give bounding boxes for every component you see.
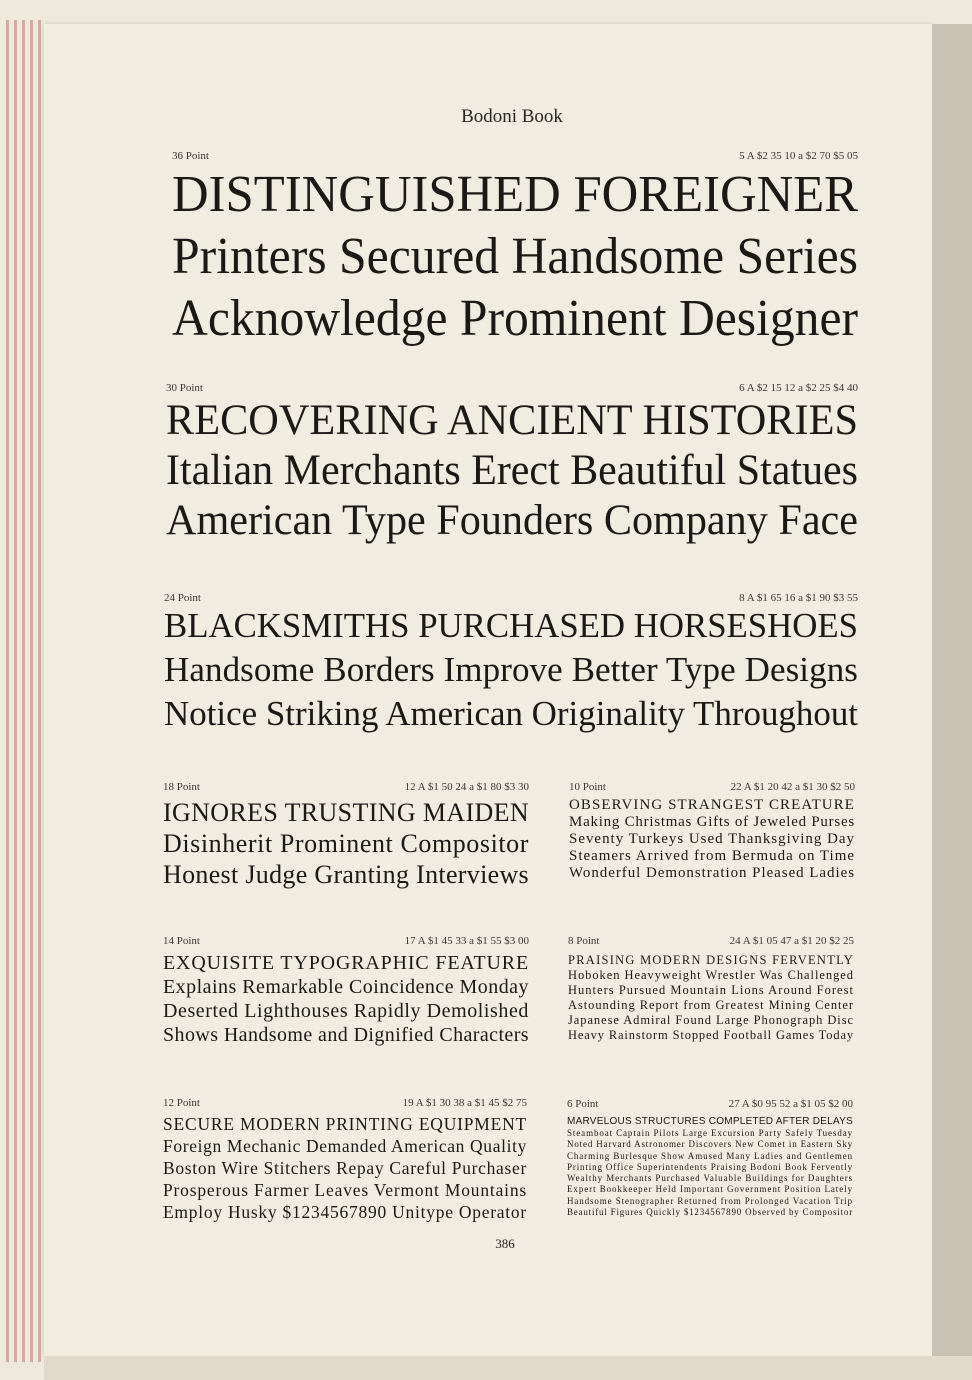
specimen-6-point [567, 1098, 853, 1218]
point-size-label: 12 Point [163, 1097, 200, 1109]
point-size-label: 10 Point [569, 781, 606, 793]
price-label: 12 A $1 50 24 a $1 80 $3 30 [404, 781, 529, 793]
specimen-line: Expert Bookkeeper Held Important Government Position Lately [567, 1184, 853, 1195]
page-title: Bodoni Book [461, 106, 563, 127]
price-label: 8 A $1 65 16 a $1 90 $3 55 [739, 592, 858, 604]
specimen-30-point [166, 382, 858, 546]
page-edge [22, 20, 25, 1362]
specimen-line: MARVELOUS STRUCTURES COMPLETED AFTER DELAYS [567, 1116, 853, 1127]
specimen-line: Steamers Arrived from Bermuda on Time [569, 848, 855, 864]
specimen-line: Steamboat Captain Pilots Large Excursion Party Safely Tuesday [567, 1128, 853, 1138]
price-label: 5 A $2 35 10 a $2 70 $5 05 [739, 150, 858, 162]
specimen-line: Prosperous Farmer Leaves Vermont Mountains [163, 1180, 527, 1200]
specimen-line: Charming Burlesque Show Amused Many Ladies and Gentlemen [567, 1150, 853, 1161]
specimen-14-point [163, 935, 529, 1047]
specimen-line: Wonderful Demonstration Pleased Ladies [569, 865, 855, 881]
specimen-line: Boston Wire Stitchers Repay Careful Purchaser [163, 1158, 527, 1178]
specimen-line: Wealthy Merchants Purchased Valuable Buildings for Daughters [567, 1173, 853, 1184]
specimen-line: Deserted Lighthouses Rapidly Demolished [163, 1000, 529, 1022]
specimen-line: Astounding Report from Greatest Mining Center [568, 998, 854, 1012]
specimen-line: OBSERVING STRANGEST CREATURE [569, 797, 855, 813]
specimen-line: Employ Husky $1234567890 Unitype Operator [163, 1202, 527, 1222]
specimen-line: Shows Handsome and Dignified Characters [163, 1024, 529, 1046]
specimen-line: RECOVERING ANCIENT HISTORIES [166, 397, 858, 444]
page-edge [30, 20, 33, 1362]
specimen-line: American Type Founders Company Face [166, 497, 858, 544]
specimen-line: Seventy Turkeys Used Thanksgiving Day [569, 831, 855, 847]
specimen-line: Explains Remarkable Coincidence Monday [163, 976, 529, 998]
specimen-line: Disinherit Prominent Compositor [163, 829, 529, 858]
specimen-8-point [568, 935, 854, 1043]
point-size-label: 30 Point [166, 382, 203, 394]
specimen-line: Notice Striking American Originality Throughout [164, 694, 858, 733]
page-edge [6, 20, 9, 1362]
specimen-line: Handsome Stenographer Returned from Prolonged Vacation Trip [567, 1195, 853, 1206]
specimen-header [567, 1098, 853, 1110]
price-label: 22 A $1 20 42 a $1 30 $2 50 [730, 781, 855, 793]
price-label: 19 A $1 30 38 a $1 45 $2 75 [402, 1097, 527, 1109]
specimen-line: Printers Secured Handsome Series [172, 228, 858, 285]
specimen-header [569, 781, 855, 793]
specimen-line: EXQUISITE TYPOGRAPHIC FEATURE [163, 952, 529, 974]
specimen-header [163, 781, 529, 793]
specimen-line: Beautiful Figures Quickly $1234567890 Observed by Compositor [567, 1207, 853, 1218]
specimen-36-point [172, 150, 858, 350]
specimen-header [163, 1097, 527, 1109]
price-label: 17 A $1 45 33 a $1 55 $3 00 [404, 935, 529, 947]
specimen-line: Hunters Pursued Mountain Lions Around Forest [568, 983, 854, 997]
page-number: 386 [495, 1236, 515, 1251]
specimen-line: Hoboken Heavyweight Wrestler Was Challenged [568, 968, 854, 982]
specimen-line: Making Christmas Gifts of Jeweled Purses [569, 814, 855, 830]
price-label: 6 A $2 15 12 a $2 25 $4 40 [739, 382, 858, 394]
specimen-line: Noted Harvard Astronomer Discovers New Comet in Eastern Sky [567, 1139, 853, 1150]
specimen-header [163, 935, 529, 947]
specimen-line: Printing Office Superintendents Praising Bodoni Book Fervently [567, 1161, 853, 1172]
specimen-line: Heavy Rainstorm Stopped Football Games Today [568, 1028, 854, 1042]
specimen-24-point [164, 592, 858, 736]
point-size-label: 24 Point [164, 592, 201, 604]
point-size-label: 18 Point [163, 781, 200, 793]
specimen-18-point [163, 781, 529, 890]
specimen-line: Japanese Admiral Found Large Phonograph Disc [568, 1013, 854, 1027]
specimen-line: Honest Judge Granting Interviews [163, 860, 529, 889]
specimen-line: Acknowledge Prominent Designer [172, 290, 858, 347]
specimen-line: BLACKSMITHS PURCHASED HORSESHOES [164, 606, 858, 645]
specimen-line: SECURE MODERN PRINTING EQUIPMENT [163, 1114, 527, 1134]
price-label: 27 A $0 95 52 a $1 05 $2 00 [728, 1098, 853, 1110]
specimen-header [172, 150, 858, 162]
specimen-line: Italian Merchants Erect Beautiful Statues [166, 447, 858, 494]
specimen-line: PRAISING MODERN DESIGNS FERVENTLY [568, 953, 854, 967]
specimen-12-point [163, 1097, 527, 1223]
facing-page-edge [932, 24, 972, 1356]
specimen-line: Handsome Borders Improve Better Type Designs [164, 650, 858, 689]
specimen-header [166, 382, 858, 394]
page-edge [38, 20, 41, 1362]
point-size-label: 14 Point [163, 935, 200, 947]
specimen-header [568, 935, 854, 947]
specimen-10-point [569, 781, 855, 882]
specimen-line: DISTINGUISHED FOREIGNER [172, 166, 858, 223]
point-size-label: 36 Point [172, 150, 209, 162]
specimen-line: Foreign Mechanic Demanded American Quality [163, 1136, 527, 1156]
price-label: 24 A $1 05 47 a $1 20 $2 25 [729, 935, 854, 947]
book-bottom-edge [44, 1356, 972, 1380]
point-size-label: 8 Point [568, 935, 600, 947]
specimen-header [164, 592, 858, 604]
page-edge [14, 20, 17, 1362]
point-size-label: 6 Point [567, 1098, 599, 1110]
specimen-line: IGNORES TRUSTING MAIDEN [163, 798, 529, 827]
